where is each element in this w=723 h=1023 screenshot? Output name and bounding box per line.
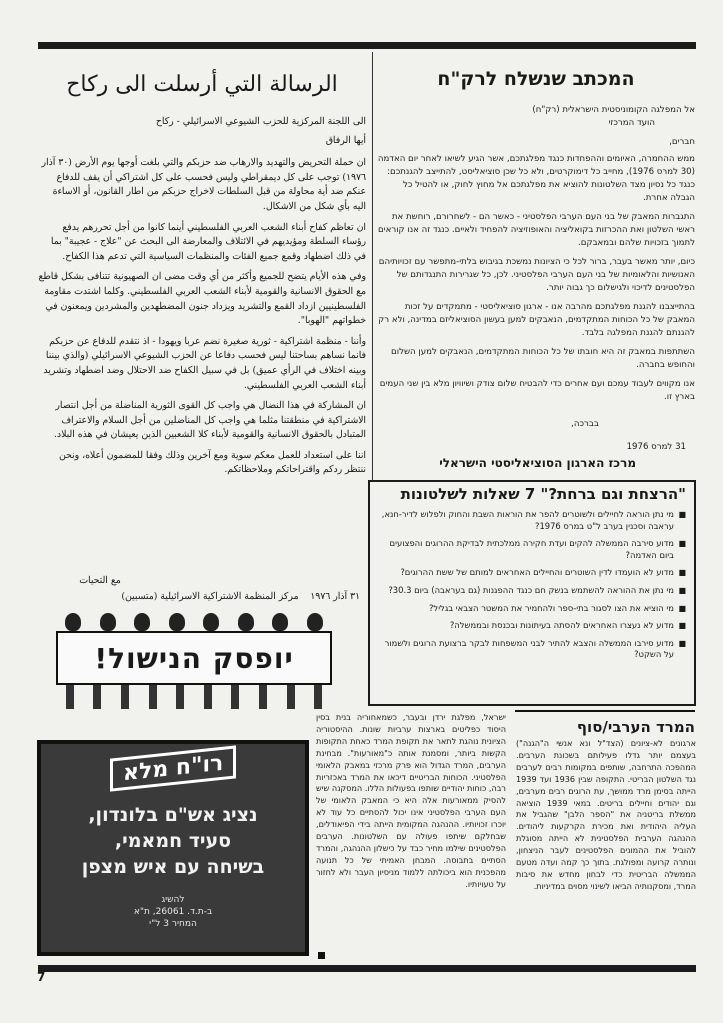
hebrew-letter-recipient-sub: הועד המרכזי — [608, 118, 655, 128]
ad-badge: רו"ח מלא — [110, 745, 236, 791]
protester-leg — [93, 685, 101, 709]
question-item: ■ מי נתן את ההוראה להשתמש בנשק חם כנגד ההפגנות (גם בעראבה) ביום 30.3? — [378, 585, 686, 597]
article-title: המרד הערבי/סוף — [576, 718, 695, 736]
protester-head — [100, 613, 116, 631]
protest-banner-photo — [56, 605, 332, 710]
questions-box — [368, 480, 696, 706]
protester-head — [203, 613, 219, 631]
arabic-paragraph: ان تعاظم كفاح أبناء الشعب العربي الفلسطيني أينما كانوا من أجل تحررهم يدفع رؤساء السلطة ومؤيديهم في الائتلاف والمعارضة الى البحث عن "علاج - عجيبة" بما في ذلك اضطهاد وقمع جميع الفئات والمنظمات السياسية التي تدعم هذا الكفاح. — [50, 221, 366, 262]
protester-leg — [259, 685, 267, 709]
protester-leg — [231, 685, 239, 709]
question-item: ■ מדוע סירבה הממשלה להקים ועדת חקירה ממלכתית לבדיקת ההרוגים והפצועים ביום האדמה? — [378, 538, 686, 561]
protest-sign: יופסק הנישול! — [56, 631, 332, 685]
questions-box-title: "הרצחת וגם ברחת?" 7 שאלות לשלטונות — [400, 485, 686, 503]
arabic-paragraph: ان حملة التحريض والتهديد والارهاب ضد حزبكم والتي بلغت أوجها يوم الأرض (٣٠ آذار ١٩٧٦) توجب على كل ديمقراطي وليس فحسب على كل اشتراكي أن يقف للدفاع عنكم ضد أية محاولة من قبل السلطات لاخراج حزبكم من اطار القانون، أو الاساءة اليه بأي شكل من الاشكال. — [41, 157, 366, 212]
protester-leg — [149, 685, 157, 709]
arabic-paragraph: وأننا - منظمة اشتراكية - ثورية صغيرة نضم عربا ويهودا - اذ نتقدم للدفاع عن حزبكم فانما نساهم بساحتنا ليس فحسب دفاعا عن الحزب الشيوعي الاسرائيلي (والذي بيننا وبينه اختلاف في الرأي عميق) بل في سبيل الكفاح ضد الاحتلال وضد اضطهاد وتشريد أبناء الشعب العربي الفلسطيني. — [43, 335, 366, 391]
hebrew-letter-signature: מרכז הארגון הסוציאליסטי הישראלי — [439, 456, 636, 470]
hebrew-letter-closing: בברכה, — [571, 419, 599, 429]
arabic-letter-date: ٣١ آذار ١٩٧٦ — [310, 591, 360, 602]
protester-leg — [287, 685, 295, 709]
bottom-rule — [38, 965, 696, 972]
article-end-mark — [318, 952, 325, 959]
page-number: 7 — [37, 970, 46, 984]
arabic-paragraph: وفي هذه الأيام يتضح للجميع وأكثر من أي وقت مضى ان الصهيونية تتنافى بشكل قاطع مع الحقوق الانسانية والقومية لأبناء الشعب العربي الفلسطيني. وكلما اشتدت مقاومة الفلسطينيين ازداد القمع والتشريد ويزداد جنون المضطهدين والمشردين ويمعنون في خطواتهم "الهوبا". — [38, 271, 366, 327]
protester-leg — [66, 685, 74, 709]
hebrew-letter-body — [377, 153, 695, 404]
question-item: ■ מדוע לא הועמדו לדין השוטרים והחיילים האחראים למותם של ששת ההרוגים? — [378, 567, 686, 579]
arabic-letter-recipient: الى اللجنة المركزية للحزب الشيوعي الاسرائيلي - ركاح — [155, 116, 366, 127]
top-rule — [38, 42, 696, 49]
hebrew-letter — [377, 56, 695, 476]
hebrew-paragraph: התגברות המאבק של בני העם הערבי הפלסטיני - כאשר הם - לשחרורם, רוחשת את ראשי השלטון ואת ההכרזות בקואליציה והאופוזיציה להפחיד ולאיים. כנגד זה אנו קוראים לתמוך בזכויות שלהם ובמאבקם. — [377, 212, 695, 248]
protester-head — [307, 613, 323, 631]
article-column-right: ארגונים לא-ציונים (הצד"ל ונא אנשי ה"הגנה") בעצמם יותר גדלו פעילותם בשכונת הערבים. המהפכה התרחבה, שותפים במקומות רבים לערבים נגד השלטון הבריטי. התקופה שבין 1936 ועד 1939 הייתה בסימן מרד ממושך, עת הרוגים רבים מערבים, וגם יהודים וחיילים בריטים. במאי 1939 הוציאה ממשלת בריטניה את "הספר הלבן" שהגביל את העליה היהודית ואת מכירת הקרקעות ליהודים. ההנהגה הערבית הפלסטינית לא הייתה מסוגלת להוביל את ההמונים הפלסטינים לעבר הניצחון, ונותרה קרועה ומפולגת. בתוך כך קמה ועדה מטעם הממשלה הבריטית כדי לבחון מחדש את סיבות המרד, ומסקנותיה הביאו לשינוי מסוים במדיניות. — [516, 738, 696, 891]
protester-leg — [176, 685, 184, 709]
arabic-letter-title: الرسالة التي أرسلت الى ركاح — [66, 72, 338, 97]
ad-small-line: המחיר 3 ל"י — [149, 919, 197, 929]
ad-line: בשיחה עם איש מצפן — [81, 856, 265, 878]
arabic-paragraph: اننا على استعداد للعمل معكم سوية ومع آخرين وذلك وفقا للمضمون أعلاه، ونحن ننتظر ردكم واقتراحاتكم وملاحظاتكم. — [58, 449, 366, 476]
protester-head — [272, 613, 288, 631]
protester-head — [134, 613, 150, 631]
question-item: ■ מי הוציא את הצו לסגור בתי-ספר ולהחמיר את המשטר הצבאי בגליל? — [378, 603, 686, 615]
ad-line: סעיד חמאמי, — [114, 830, 232, 852]
arabic-letter-body — [38, 156, 366, 478]
question-item: ■ מי נתן הוראה לחיילים ולשוטרים להפר את הוראות השבת והחוק ולפלוש לדיר-חנא, עראבה וסכנין בערב ל"ט במרס 1976? — [378, 509, 686, 532]
arabic-letter — [38, 56, 366, 601]
questions-list — [370, 509, 694, 661]
ad-details — [41, 894, 305, 930]
arabic-letter-salutation: أيها الرفاق — [325, 134, 366, 146]
ad-line: נציג אש"ם בלונדון, — [88, 804, 258, 826]
column-divider — [372, 52, 373, 480]
protester-head — [169, 613, 185, 631]
hebrew-paragraph: כיום, יותר מאשר בעבר, ברור לכל כי הציונות נמשכת בגיבוש בלתי-מתפשר עם זכויותיהם האנושיות והלאומיות של בני העם הערבי הפלסטיני. לכן, כל שגרירות התנגדותם של הפלסטינים לדיכוי ולגישלום כך גבוה יותר. — [378, 257, 695, 293]
ad-small-line: להשיג — [161, 895, 185, 905]
ad-headline — [41, 802, 305, 880]
arabic-letter-footer — [40, 590, 360, 605]
protester-leg — [204, 685, 212, 709]
hebrew-paragraph: בהתייצבנו להגנת מפלגתכם מהרבה אנו - ארגון סוציאליסטי - מתמקדים על זכות המאבק של כל הכוחות המתקדמים, הנאבקים למען בעשון הסוציאליזם במדינה, ולא רק להגנתם להגנת המפלגה בלבד. — [378, 302, 695, 338]
arabic-letter-signature: مركز المنظمة الاشتراكية الاسرائيلية (متسبين) — [121, 591, 299, 602]
protester-head — [238, 613, 254, 631]
hebrew-letter-title: המכתב שנשלח לרק"ח — [437, 68, 635, 90]
ad-badge-row — [41, 744, 305, 792]
protester-head — [65, 613, 81, 631]
hebrew-letter-recipient: אל המפלגה הקומוניסטית הישראלית (רק"ח) — [532, 105, 695, 115]
hebrew-letter-date: 31 למרס 1976 — [626, 442, 686, 452]
protester-leg — [314, 685, 322, 709]
arabic-paragraph: ان المشاركة في هذا النضال هي واجب كل القوى الثورية المناضلة من أجل انتصار الاشتراكية في منطقتنا مثلما هي واجب كل المناضلين من أجل السلام والاعتراف المتبادل بالحقوق الانسانية والقومية لأبناء كلا الشعبين الذين يعيشان في هذه البلاد. — [53, 400, 366, 441]
hebrew-paragraph: השתתפות במאבק זה היא חובתו של כל הכוחות המתקדמים, הנאבקים למען השלום והחופש בחברה. — [391, 347, 695, 370]
question-item: ■ מדוע לא נעצרו האחראים להסתה בעיתונות ובכנסת ובממשלה? — [378, 620, 686, 632]
question-item: ■ מדוע סירבו הממשלה והצבא להתיר לבני המשפחות לבקר ברצועת הרוגים ולשמור על השקט? — [378, 638, 686, 661]
protester-legs — [56, 685, 332, 710]
hebrew-paragraph: ממש ההחמרה, האיומים וההפחדות כנגד מפלגתכם, אשר הגיע לשיאו לאחר יום האדמה (30 למרס 1976), מחייב כל דימוקרטים, ולא כל שכן סוציאליסט, להתייצב להגנתכם: כנגד כל נסיון מצד השלטונות להוציא את מפלגתכם אל מחוץ לחוק, או להטיל כל הגבלה אחרת. — [377, 154, 695, 203]
hebrew-letter-salutation: חברים, — [669, 137, 695, 147]
advertisement-box — [37, 740, 309, 956]
article-column-left: ישראל, מפלגת ירדן ובעבר, כשמאחוריה בנית בסין היסוד כפליטים בארצות ערביות שונות. ההיסטוריה הציונית נוהגת לתאר את תקופת המרד כאחת התקופות הקשות ביותר, ומסמנת אותה כ"מאורעות". מבחינת הערבים, המרד הגדול הוא פרק מרכזי במאבק הלאומי הפלסטיני. הכוחות הבריטיים דיכאו את המרד באכזריות רבה, כוחות יהודיים שותפו בפעולות הללו. המסקנה שיש להסיק ממאורעות אלה היא כי המאבק הלאומי של העם הערבי הפלסטיני אינו יכול להסתיים כל עוד לא יוכרו זכויותיו. ההנהגה המקומית הייתה בידי הפיאודלים, שבחלקם שיתפו פעולה עם השלטונות. הערבים הפלסטינים שילמו מחיר כבד על כישלון ההנהגה, והמרד הסתיים בתבוסה. המבחן האמיתי של כל תנועה מהפכנית הוא ביכולתה ללמוד מניסיון העבר ולא לחזור על טעויותיו. — [316, 712, 506, 889]
arabic-letter-closing: مع التحيات — [79, 575, 121, 586]
hebrew-paragraph: אנו מקווים לעבוד עמכם ועם אחרים כדי להבטיח שלום צודק ושיוויון מלא בין שני העמים בארץ זו. — [379, 379, 695, 402]
protester-leg — [121, 685, 129, 709]
article-top-rule — [515, 710, 695, 712]
ad-small-line: ב-ת.ד. 26061, ת"א — [133, 907, 213, 917]
